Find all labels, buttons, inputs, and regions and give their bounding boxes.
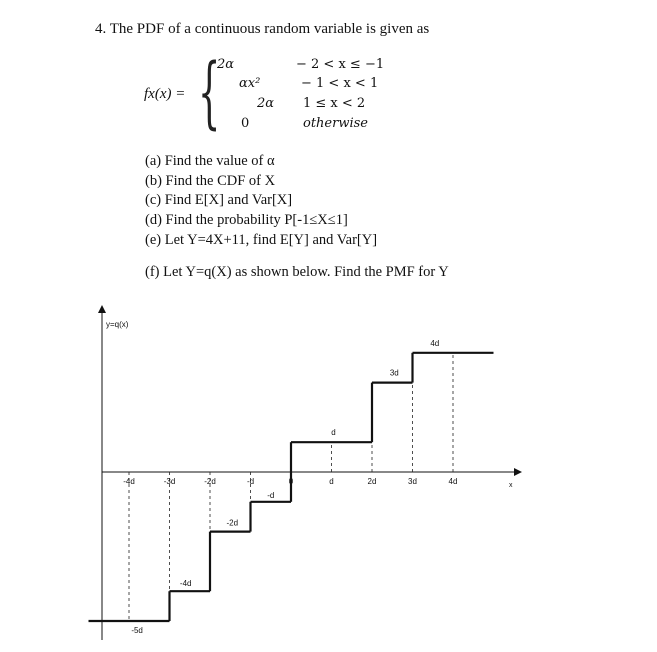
function-label: fx(x) = <box>144 86 186 102</box>
y-axis-label: y=q(x) <box>106 320 129 329</box>
case-expr-2: αx² <box>239 76 261 91</box>
question-f: (f) Let Y=q(X) as shown below. Find the PMF for Y <box>145 264 449 280</box>
chart-axes <box>102 307 520 640</box>
case-cond-1: − 2 < x ≤ −1 <box>296 57 385 72</box>
x-tick-label: -4d <box>123 477 135 486</box>
step-value-label: 4d <box>430 338 440 348</box>
x-tick-label: 0 <box>288 477 294 486</box>
step-value-label: -d <box>267 490 275 500</box>
case-cond-4: otherwise <box>303 116 368 131</box>
step-value-label: -2d <box>226 518 239 528</box>
question-e: (e) Let Y=4X+11, find E[Y] and Var[Y] <box>145 232 378 248</box>
step-value-label: -4d <box>179 579 192 589</box>
question-a: (a) Find the value of α <box>145 153 275 169</box>
case-cond-2: − 1 < x < 1 <box>301 76 379 91</box>
step-value-label: d <box>331 428 336 438</box>
problem-title: 4. The PDF of a continuous random variable is given as <box>95 21 430 37</box>
x-tick-label: 4d <box>448 477 458 486</box>
x-tick-label: -3d <box>163 477 176 486</box>
x-tick-label: -2d <box>204 477 216 486</box>
step-value-label: -5d <box>131 626 143 635</box>
case-expr-4: 0 <box>241 116 250 131</box>
question-b: (b) Find the CDF of X <box>145 173 276 189</box>
case-expr-3: 2α <box>257 96 275 111</box>
question-c: (c) Find E[X] and Var[X] <box>145 192 293 208</box>
x-tick-label: 3d <box>408 477 417 486</box>
chart-steps <box>89 353 494 621</box>
x-tick-label: 2d <box>367 477 377 486</box>
question-d: (d) Find the probability P[-1≤X≤1] <box>145 212 348 228</box>
x-tick-label: -d <box>246 477 255 486</box>
x-axis-label: x <box>509 482 513 489</box>
case-cond-3: 1 ≤ x < 2 <box>303 96 366 111</box>
chart-labels <box>106 320 513 635</box>
left-brace: { <box>198 48 221 138</box>
x-tick-label: d <box>329 477 334 486</box>
step-value-label: 3d <box>389 368 399 378</box>
case-expr-1: 2α <box>217 57 235 72</box>
